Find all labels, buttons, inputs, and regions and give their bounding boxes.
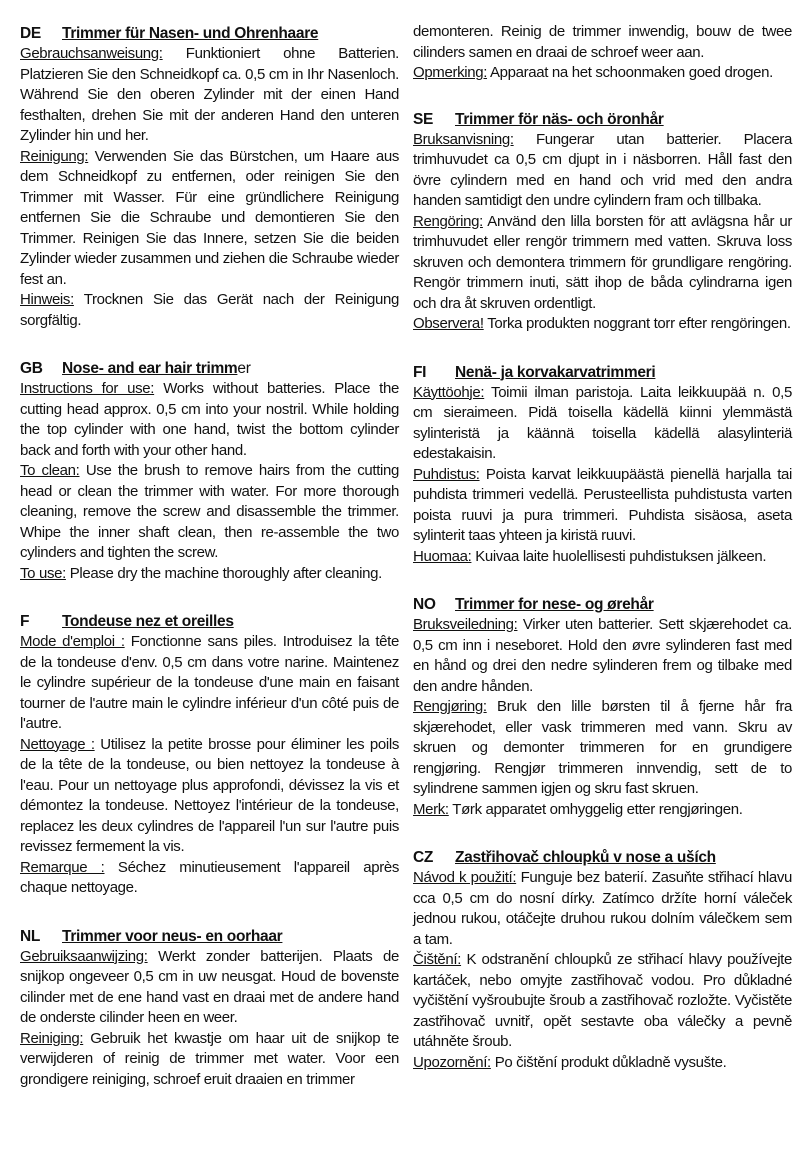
paragraph-label: Bruksveiledning: [413,616,518,633]
paragraph-text: Use the brush to remove hairs from the cutting head or clean the trimmer with water. For more thorough cleaning, remove the screw and disassemble the trimmer. Whipe the inner shaft clean, then re-assemble the two cylinders and tighten the screw. [20,462,399,561]
section-se [413,110,792,335]
section-title: Trimmer för näs- och öronhår [455,110,664,128]
paragraph-text: Utilisez la petite brosse pour éliminer les poils de la tête de la tondeuse, ou bien nettoyez la tondeuse à l'eau. Pour un nettoyage plus approfondi, dévissez la vis et démontez la tondeuse. Nettoyez l'intérieur de la tondeuse, replacez les deux cylindres de l'appareil l'un sur l'autre puis revissez fermement la vis. [20,735,399,855]
section-title: Nenä- ja korvakarvatrimmeri [455,363,656,381]
paragraph-label: Rengjøring: [413,698,487,715]
section-heading [413,110,792,130]
paragraph-label: Huomaa: [413,547,472,565]
paragraph-label: Nettoyage : [20,735,95,753]
paragraph-text: Funktioniert ohne Batterien. Platzieren Sie den Schneidkopf ca. 0,5 cm in Ihr Nasenloch. Während Sie den oberen Zylinder mit der einen Hand festhalten, drehen Sie mit der anderen Hand den unteren Zylinder hin und her. [20,45,399,144]
paragraph-label: To use: [20,564,66,582]
paragraph-text: Please dry the machine thoroughly after cleaning. [65,564,382,582]
language-code: CZ [413,849,434,866]
section-gb [20,359,399,584]
instructions-paragraph [413,868,792,950]
cleaning-paragraph [413,465,792,547]
paragraph-text: demonteren. Reinig de trimmer inwendig, bouw de twee cilinders samen en draai de schroef weer aan. [413,23,792,61]
paragraph-label: Návod k použití: [413,869,517,886]
language-code: SE [413,110,434,128]
section-title: Trimmer voor neus- en oorhaar [62,927,283,945]
section-title: Nose- and ear hair trimm [62,360,238,377]
language-code: F [20,613,30,630]
cleaning-paragraph-continued [413,22,792,63]
language-code: NO [413,596,436,613]
paragraph-text: Apparaat na het schoonmaken goed drogen. [487,64,773,81]
paragraph-text: Verwenden Sie das Bürstchen, um Haare aus dem Schneidkopf zu entfernen, oder reinigen Sie den Trimmer mit Wasser. Für eine gründlichere Reinigung entfernen Sie die Schraube und demontieren Sie den Trimmer. Reinigen Sie das Innere, setzen Sie die beiden Zylinder wieder zusammen und ziehen die Schraube wieder fest an. [20,147,399,288]
paragraph-label: Käyttöohje: [413,383,485,401]
cleaning-paragraph [20,1029,399,1091]
paragraph-text: Works without batteries. Place the cutting head approx. 0,5 cm into your nostril. While holding the top cylinder with one hand, twist the bottom cylinder back and forth with your other hand. [20,380,399,459]
cleaning-paragraph [20,461,399,564]
section-nl [20,927,399,1091]
section-heading [20,24,399,44]
note-paragraph [413,1053,792,1074]
paragraph-text: Torka produkten noggrant torr efter rengöringen. [483,315,791,332]
paragraph-text: K odstranění chloupků ze střihací hlavy používejte kartáček, nebo omyjte zastřihovač vodou. Pro důkladné vyčištění vyšroubujte šroub a zastřihovač rozložte. Vyčistěte zastřihovač uvnitř, opět sestavte oba válečky a pevně utáhněte šroub. [413,951,792,1050]
paragraph-label: Merk: [413,800,449,818]
paragraph-label: To clean: [20,462,80,479]
paragraph-label: Reinigung: [20,147,89,165]
paragraph-label: Remarque : [20,858,105,876]
paragraph-label: Observera! [413,315,484,332]
section-heading [413,363,792,383]
paragraph-text: Kuivaa laite huolellisesti puhdistuksen jälkeen. [471,547,767,565]
paragraph-label: Gebruiksaanwijzing: [20,947,148,965]
paragraph-text: Tørk apparatet omhyggelig etter rengjøringen. [448,800,743,818]
cleaning-paragraph [20,735,399,858]
note-paragraph [413,800,792,821]
paragraph-text: Fonctionne sans piles. Introduisez la tête de la tondeuse d'env. 0,5 cm dans votre narine. Maintenez le cylindre supérieur de la tondeuse d'une main en faisant tourner de l'autre main le cylindre inférieur d'un côté puis de l'autre. [20,633,399,732]
instructions-paragraph [413,130,792,212]
section-de [20,24,399,331]
paragraph-label: Mode d'emploi : [20,633,125,650]
paragraph-label: Reiniging: [20,1029,84,1047]
paragraph-label: Hinweis: [20,291,74,308]
paragraph-text: Trocknen Sie das Gerät nach der Reinigung sorgfältig. [20,291,399,329]
paragraph-label: Upozornění: [413,1053,491,1071]
note-paragraph [20,290,399,331]
paragraph-label: Instructions for use: [20,380,155,397]
section-title: Trimmer for nese- og ørehår [455,596,654,613]
section-title: Trimmer für Nasen- und Ohrenhaare [62,25,319,42]
instructions-paragraph [20,44,399,147]
language-code: NL [20,927,41,945]
section-f [20,612,399,899]
paragraph-text: Po čištění produkt důkladně vysušte. [490,1053,727,1071]
section-cz [413,848,792,1073]
paragraph-text: Werkt zonder batterijen. Plaats de snijkop ongeveer 0,5 cm in uw neusgat. Houd de bovenste cilinder met de ene hand vast en draai met de andere hand de onderste cilinder heen en weer. [20,947,399,1026]
section-heading [413,595,792,615]
paragraph-label: Čištění: [413,951,462,968]
section-no [413,595,792,820]
paragraph-text: Använd den lilla borsten för att avlägsna hår ur trimhuvudet eller rengör trimmern med vatten. Skruva loss skruven och demontera trimmern för grundligare rengöring. Rengör trimmern inuti, sätt ihop de båda cylindrarna igen och dra åt skruven ordentligt. [413,212,792,312]
section-title-tail: er [237,360,251,377]
section-nl-continued [413,22,792,84]
cleaning-paragraph [413,950,792,1053]
section-heading [20,359,399,379]
section-title: Zastřihovač chloupků v nose a uších [455,849,716,866]
paragraph-label: Gebrauchsanweisung: [20,45,163,62]
instructions-paragraph [413,383,792,465]
note-paragraph [413,63,792,84]
note-paragraph [413,314,792,335]
paragraph-text: Toimii ilman paristoja. Laita leikkuupää n. 0,5 cm sieraimeen. Pidä toisella kädellä kiinni ylemmästä sylinteristä ja käännä toisella kädellä alasylinteriä edestakaisin. [413,383,792,462]
note-paragraph [413,547,792,568]
cleaning-paragraph [413,697,792,800]
paragraph-text: Poista karvat leikkuupäästä pienellä harjalla tai puhdista trimmeri vedellä. Perusteellista puhdistusta varten poista ruuvi ja pura trimmeri. Puhdista sisäosa, aseta sylinterit taas yhteen ja kiristä ruuvi. [413,465,792,544]
cleaning-paragraph [413,212,792,315]
language-code: FI [413,363,427,381]
paragraph-label: Puhdistus: [413,465,480,483]
paragraph-label: Opmerking: [413,64,488,81]
section-heading [20,927,399,947]
paragraph-text: Fungerar utan batterier. Placera trimhuvudet ca 0,5 cm djupt in i näsborren. Håll fast den övre cylindern med en hand och vrid med den andra handen samtidigt den undre cylindern fram och tillbaka. [413,130,792,209]
paragraph-label: Rengöring: [413,212,483,230]
section-fi [413,363,792,568]
instructions-paragraph [20,379,399,461]
language-code: DE [20,25,41,42]
paragraph-text: Séchez minutieusement l'appareil après chaque nettoyage. [20,858,400,896]
instructions-paragraph [20,632,399,735]
instructions-paragraph [413,615,792,697]
left-column [20,24,399,1176]
section-heading [413,848,792,868]
section-title: Tondeuse nez et oreilles [62,613,234,630]
paragraph-text: Funguje bez baterií. Zasuňte střihací hlavu cca 0,5 cm do nosní dírky. Zatímco držíte horní váleček jednou rukou, otáčejte druhou rukou dolním válečkem sem a tam. [413,869,792,948]
right-column [413,24,792,1176]
note-paragraph [20,564,399,585]
instructions-paragraph [20,947,399,1029]
cleaning-paragraph [20,147,399,291]
section-heading [20,612,399,632]
note-paragraph [20,858,399,899]
paragraph-text: Virker uten batterier. Sett skjærehodet ca. 0,5 cm inn i neseboret. Hold den øvre sylinderen fast med en hånd og drei den nedre sylinderen frem og tilbake med den andre hånden. [413,616,792,695]
paragraph-text: Bruk den lille børsten til å fjerne hår fra skjærehodet, eller vask trimmeren med vann. Skru av skruen og demonter trimmeren for en grundigere rengjøring. Rengjør trimmeren innvendig, sett de to sylindrene sammen igjen og skru fast skruen. [413,698,792,797]
language-code: GB [20,360,43,377]
paragraph-label: Bruksanvisning: [413,130,514,148]
paragraph-text: Gebruik het kwastje om haar uit de snijkop te verwijderen of reinig de trimmer met water. Voor een grondigere reiniging, schroef eruit draaien en trimmer [20,1029,399,1088]
